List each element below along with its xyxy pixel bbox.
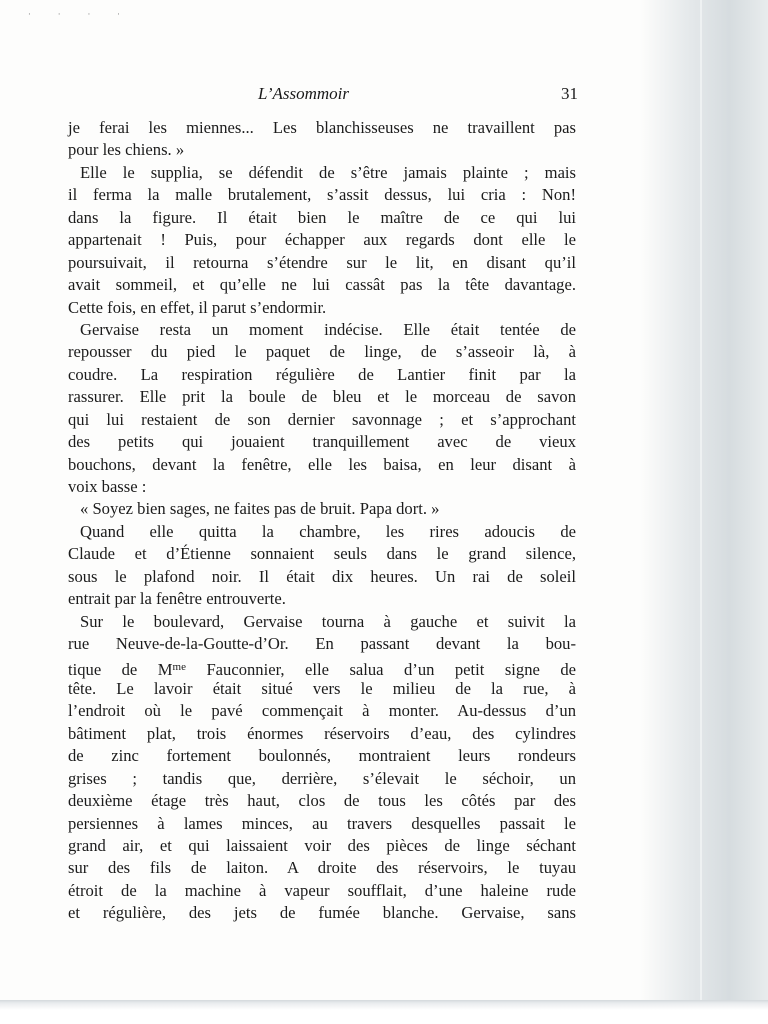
running-title: L’Assommoir [258,84,349,103]
text-line [68,656,576,678]
text-line: qui lui restaient de son dernier savonnage ; et s’approchant [68,409,576,429]
text-line: bâtiment plat, trois énormes réservoirs d’eau, des cylindres [68,723,576,743]
text-line: dans la figure. Il était bien le maître de ce qui lui [68,207,576,227]
text-line: rue Neuve-de-la-Goutte-d’Or. En passant devant la bou- [68,634,576,654]
text-line: Cette fois, en effet, il parut s’endormir. [68,297,327,317]
text-run: tique de M [68,659,173,679]
text-line: tête. Le lavoir était situé vers le milieu de la rue, à [68,678,576,698]
text-line: voix basse : [68,477,147,496]
text-line: sous le plafond noir. Il était dix heures. Un rai de soleil [68,566,576,586]
text-line: sur des fils de laiton. A droite des réservoirs, le tuyau [68,858,576,878]
text-line: coudre. La respiration régulière de Lantier finit par la [68,364,576,384]
text-line: des petits qui jouaient tranquillement avec de vieux [68,432,576,452]
text-line: persiennes à lames minces, au travers desquelles passait le [68,813,576,833]
page-number: 31 [561,84,578,103]
superscript-text: me [172,660,186,673]
text-line: et régulière, des jets de fumée blanche. Gervaise, sans [68,903,576,923]
text-line: repousser du pied le paquet de linge, de s’asseoir là, à [68,342,576,362]
body-text [68,117,576,925]
text-line: avait sommeil, et qu’elle ne lui cassât pas la tête davantage. [68,275,576,295]
text-line: l’endroit où le pavé commençait à monter. Au-dessus d’un [68,701,576,721]
text-line: je ferai les miennes... Les blanchisseuses ne travaillent pas [68,118,576,137]
text-line: il ferma la malle brutalement, s’assit dessus, lui cria : Non! [68,185,576,205]
text-line: Quand elle quitta la chambre, les rires adoucis de [80,521,576,541]
page-header [258,84,578,108]
text-line: Claude et d’Étienne sonnaient seuls dans le grand silence, [68,544,576,564]
page-edge-shadow [640,0,768,1004]
page-edge [700,0,702,1004]
text-line: entrait par la fenêtre entrouverte. [68,589,286,609]
text-line: deuxième étage très haut, clos de tous les côtés par des [68,791,576,811]
text-line: appartenait ! Puis, pour échapper aux regards dont elle le [68,230,576,250]
text-line: grand air, et qui laissaient voir des pièces de linge séchant [68,836,576,855]
text-line: étroit de la machine à vapeur soufflait, d’une haleine rude [68,880,576,900]
text-run: Fauconnier, elle salua d’un petit signe de [185,659,576,679]
text-line: Sur le boulevard, Gervaise tourna à gauche et suivit la [80,611,576,631]
text-line: Gervaise resta un moment indécise. Elle était tentée de [80,319,576,339]
text-line: pour les chiens. » [68,140,185,160]
text-line: grises ; tandis que, derrière, s’élevait le séchoir, un [68,768,576,788]
scanner-bottom-edge [0,1000,768,1024]
text-line: de zinc fortement boulonnés, montraient leurs rondeurs [68,746,576,766]
scan-specks: · · · · [28,10,133,20]
text-line: poursuivait, il retourna s’étendre sur le lit, en disant qu’il [68,252,576,272]
text-line: Elle le supplia, se défendit de s’être jamais plainte ; mais [80,162,576,182]
text-line: bouchons, devant la fenêtre, elle les baisa, en leur disant à [68,454,576,474]
text-line: « Soyez bien sages, ne faites pas de bruit. Papa dort. » [80,499,440,519]
text-line: rassurer. Elle prit la boule de bleu et le morceau de savon [68,387,576,407]
